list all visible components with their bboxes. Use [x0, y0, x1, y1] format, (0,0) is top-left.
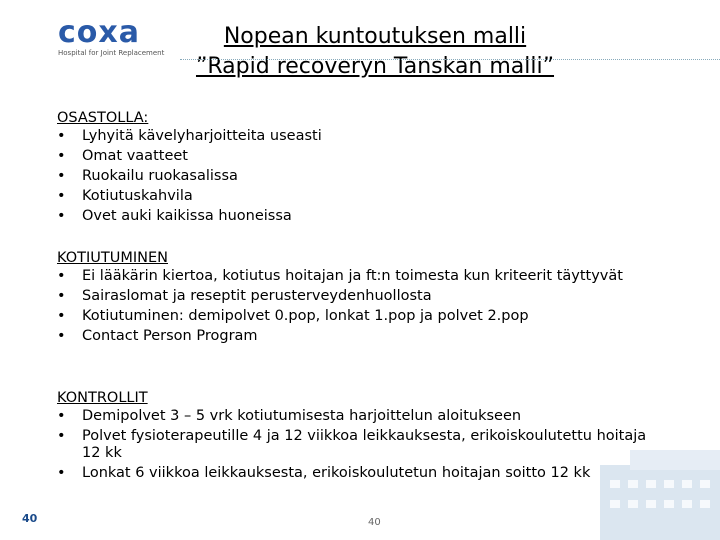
list-item: • Omat vaatteet	[57, 148, 322, 165]
section-osastolla	[57, 108, 322, 228]
slide-title	[140, 22, 610, 82]
logo-wordmark: coxa	[58, 15, 140, 50]
title-line-1: Nopean kuntoutuksen malli	[223, 24, 527, 49]
list-item: • Contact Person Program	[57, 328, 657, 345]
list-item: • Ruokailu ruokasalissa	[57, 168, 322, 185]
page-number: 40	[22, 512, 38, 525]
list-item: • Kotiutuminen: demipolvet 0.pop, lonkat 1.pop ja polvet 2.pop	[57, 308, 657, 325]
list-item: • Polvet fysioterapeutille 4 ja 12 viikkoa leikkauksesta, erikoiskoulutettu hoitaja 12 kk	[57, 428, 667, 462]
title-divider	[180, 59, 720, 60]
section-heading: OSASTOLLA:	[57, 110, 149, 126]
page-number-center: 40	[368, 517, 381, 528]
list-item: • Lonkat 6 viikkoa leikkauksesta, erikoiskoulutetun hoitajan soitto 12 kk	[57, 465, 667, 482]
list-item: • Demipolvet 3 – 5 vrk kotiutumisesta harjoittelun aloitukseen	[57, 408, 667, 425]
list-item: • Lyhyitä kävelyharjoitteita useasti	[57, 128, 322, 145]
logo-tagline: Hospital for Joint Replacement	[58, 49, 165, 57]
building-graphic	[570, 445, 720, 540]
list-item: • Ei lääkärin kiertoa, kotiutus hoitajan ja ft:n toimesta kun kriteerit täyttyvät	[57, 268, 657, 285]
section-kotiutuminen	[57, 248, 657, 348]
list-item: • Ovet auki kaikissa huoneissa	[57, 208, 322, 225]
list-item: • Kotiutuskahvila	[57, 188, 322, 205]
title-line-2: ”Rapid recoveryn Tanskan malli”	[195, 54, 555, 79]
list-item: • Sairaslomat ja reseptit perusterveydenhuollosta	[57, 288, 657, 305]
bullet-list	[57, 128, 322, 225]
section-heading: KONTROLLIT	[57, 390, 148, 406]
section-heading: KOTIUTUMINEN	[57, 250, 168, 266]
bullet-list	[57, 268, 657, 345]
